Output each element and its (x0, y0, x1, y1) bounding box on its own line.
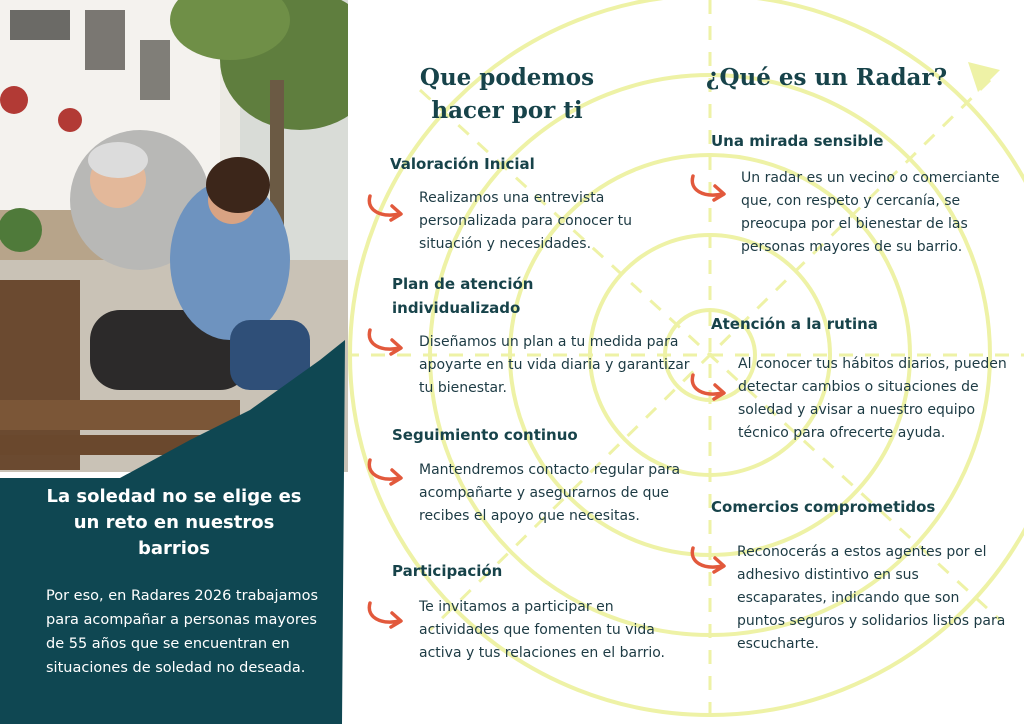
section-title-mirada: Una mirada sensible (711, 132, 884, 150)
panel-body: Por eso, en Radares 2026 trabajamos para acompañar a personas mayores de 55 años que se encuentran en situaciones de soledad no deseada. (46, 588, 319, 676)
section-text-seguimiento: Mantendremos contacto regular para acompañarte y asegurarnos de que recibes el apoyo que necesitas. (419, 462, 681, 524)
right-heading: ¿Qué es un Radar? (706, 64, 948, 91)
section-title-valoracion: Valoración Inicial (390, 155, 535, 173)
section-title-rutina: Atención a la rutina (711, 315, 878, 333)
section-text-participacion: Te invitamos a participar en actividades que fomenten tu vida activa y tus relaciones en el barrio. (419, 599, 666, 661)
curved-arrow-icon (687, 371, 731, 405)
left-panel (0, 0, 342, 724)
section-title-plan: Plan de atención individualizado (392, 275, 534, 317)
curved-arrow-icon (364, 326, 408, 360)
section-title-participacion: Participación (392, 562, 503, 580)
section-title-seguimiento: Seguimiento continuo (392, 426, 578, 444)
section-text-plan: Diseñamos un plan a tu medida para apoyarte en tu vida diaria y garantizar tu bienestar. (419, 334, 690, 396)
section-title-comercios: Comercios comprometidos (711, 498, 936, 516)
section-text-rutina: Al conocer tus hábitos diarios, pueden detectar cambios o situaciones de soledad y avisar a nuestro equipo técnico para ofrecerte ayuda. (738, 356, 1007, 441)
section-text-comercios: Reconocerás a estos agentes por el adhesivo distintivo en sus escaparates, indicando que son puntos seguros y solidarios listos para escucharte. (737, 544, 1006, 652)
curved-arrow-icon (364, 599, 408, 633)
middle-heading: Que podemos hacer por ti (419, 64, 595, 124)
curved-arrow-icon (364, 192, 408, 226)
curved-arrow-icon (687, 544, 731, 578)
panel-title: La soledad no se elige es un reto en nuestros barrios (46, 486, 302, 559)
section-text-valoracion: Realizamos una entrevista personalizada para conocer tu situación y necesidades. (419, 190, 633, 252)
section-text-mirada: Un radar es un vecino o comerciante que, con respeto y cercanía, se preocupa por el bienestar de las personas mayores de su barrio. (741, 170, 1000, 255)
curved-arrow-icon (364, 456, 408, 490)
curved-arrow-icon (687, 172, 731, 206)
